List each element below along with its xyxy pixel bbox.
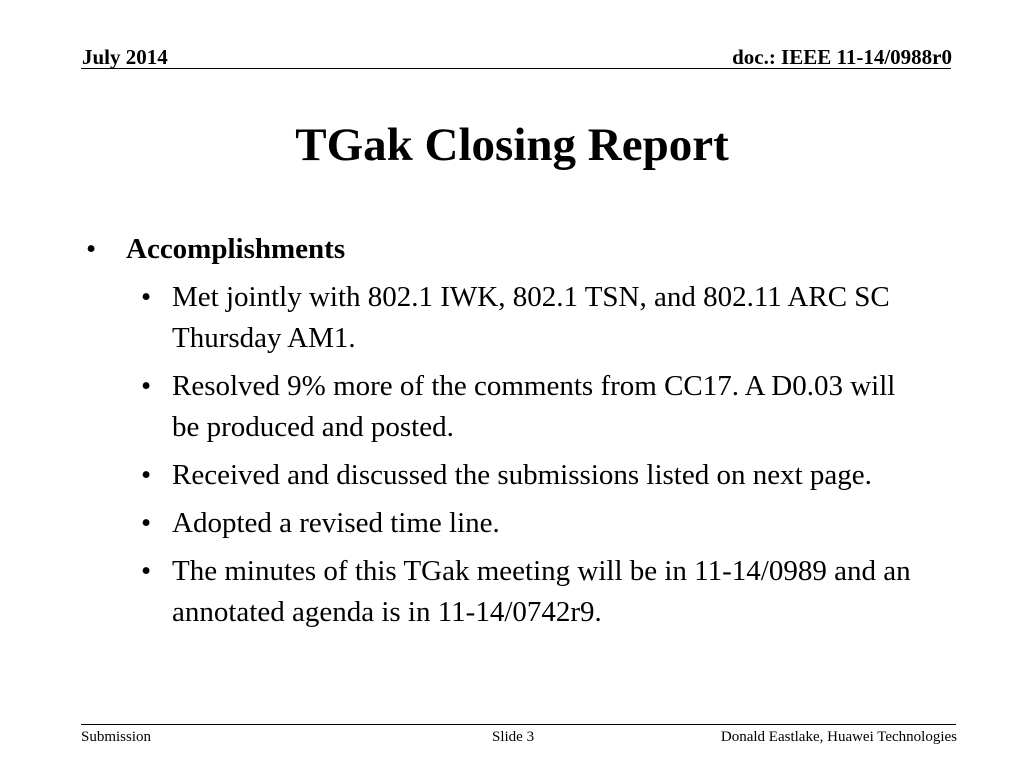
list-item [141,551,946,633]
list-item [141,503,946,544]
list-item [141,366,946,448]
bullet-icon: • [86,233,97,265]
section-heading-row [86,228,946,270]
footer-slide-number: Slide 3 [492,729,535,745]
list-item-text: Adopted a revised time line. [172,507,500,539]
footer-author: Donald Eastlake, Huawei Technologies [720,729,957,745]
header-doc-id: doc.: IEEE 11-14/0988r0 [732,45,952,69]
header-date: July 2014 [82,45,168,69]
slide-title: TGak Closing Report [295,119,729,171]
bullet-icon: • [141,370,152,402]
bullet-icon: • [141,281,152,313]
footer-submission: Submission [81,729,152,745]
bullet-icon: • [141,507,152,539]
list-item [141,277,946,359]
list-item-text: The minutes of this TGak meeting will be in 11-14/0989 and an annotated agenda is in 11-14/0742r9. [172,555,911,628]
list-item-text: Met jointly with 802.1 IWK, 802.1 TSN, and 802.11 ARC SC Thursday AM1. [172,281,890,354]
list-item-text: Resolved 9% more of the comments from CC17. A D0.03 will be produced and posted. [172,370,896,443]
footer-divider [81,724,956,725]
bullet-icon: • [141,459,152,491]
list-item-text: Received and discussed the submissions listed on next page. [172,459,872,491]
section-heading: Accomplishments [126,233,346,265]
list-item [141,455,946,496]
slide-body [86,228,946,633]
bullet-icon: • [141,555,152,587]
header-divider [81,68,951,69]
